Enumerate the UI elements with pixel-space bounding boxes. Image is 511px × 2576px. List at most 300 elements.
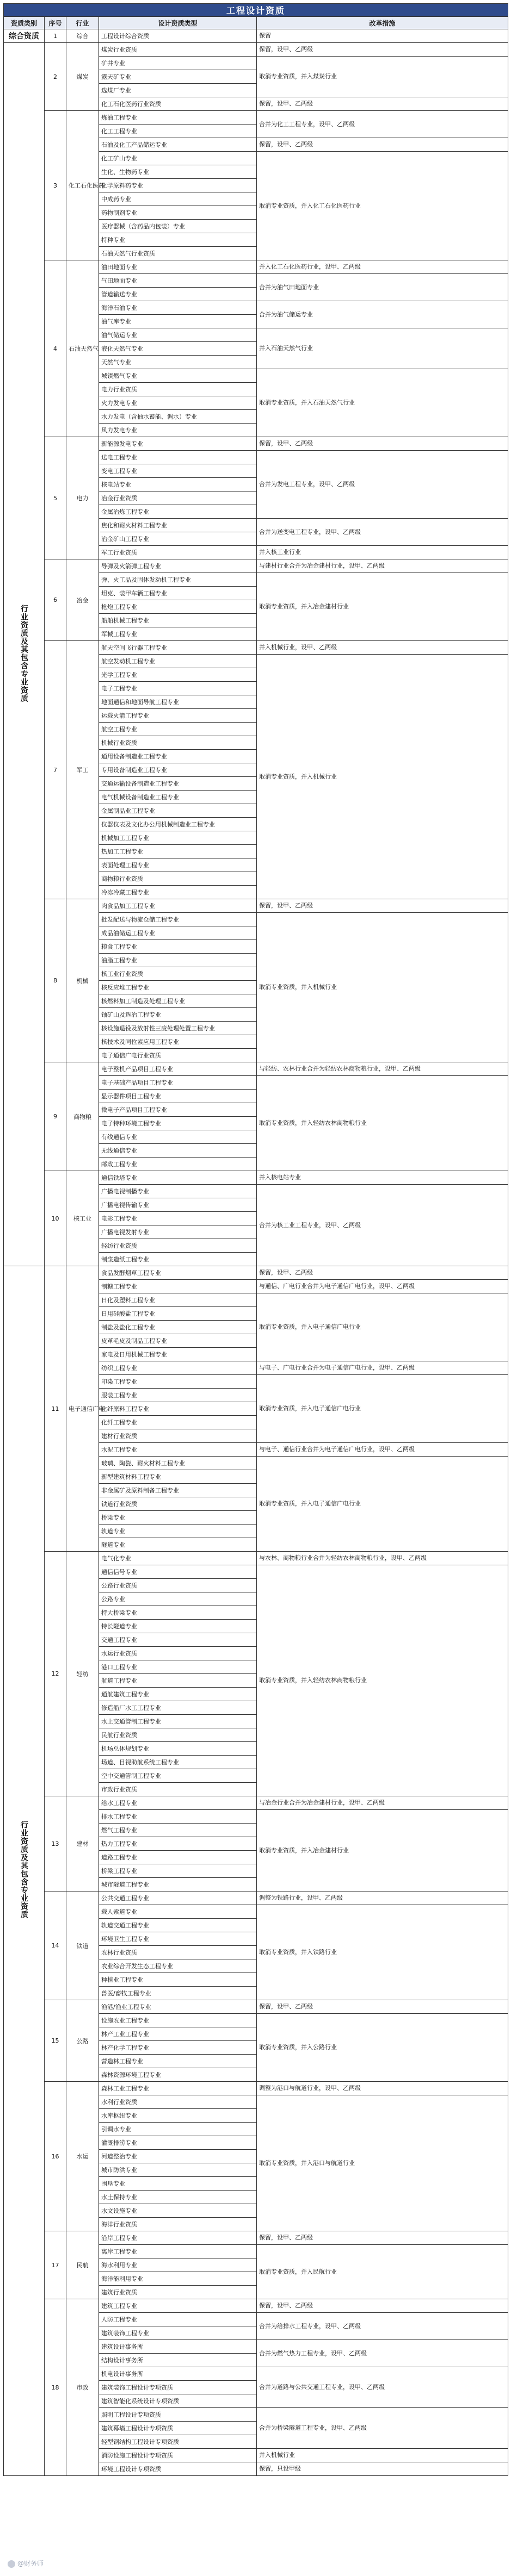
reform-note: 合并为油气储运专业 xyxy=(257,301,508,328)
qualification-type: 围垦专业 xyxy=(99,2177,257,2191)
qualification-type: 电气化专业 xyxy=(99,1552,257,1565)
qualification-type: 导弹及火箭弹工程专业 xyxy=(99,559,257,573)
reform-note: 保留，设甲、乙两级 xyxy=(257,2299,508,2313)
qualification-type: 矿井专业 xyxy=(99,57,257,70)
qualification-type: 邮政工程专业 xyxy=(99,1158,257,1171)
qualification-type: 特种专业 xyxy=(99,233,257,247)
qualification-type: 电子工程专业 xyxy=(99,682,257,695)
reform-note: 与建材行业合并为冶金建材行业，设甲、乙两级 xyxy=(257,559,508,573)
qualification-type: 石油天然气行业资质 xyxy=(99,247,257,260)
qualification-type: 气田地面专业 xyxy=(99,274,257,288)
row-number: 10 xyxy=(45,1171,66,1266)
industry-name: 水运 xyxy=(66,2082,99,2231)
qualification-type: 林产工业工程专业 xyxy=(99,2027,257,2041)
qualification-type: 天然气专业 xyxy=(99,356,257,369)
qualification-type: 建筑幕墙工程设计专项资质 xyxy=(99,2422,257,2435)
qualification-type: 管道输送专业 xyxy=(99,288,257,301)
qualification-type: 电子整机产品项目工程专业 xyxy=(99,1062,257,1076)
qualification-type: 轨道交通工程专业 xyxy=(99,1919,257,1932)
reform-note: 合并为发电工程专业，设甲、乙两级 xyxy=(257,451,508,519)
reform-note: 合并为化工工程专业，设甲、乙两级 xyxy=(257,111,508,138)
qualification-type: 广播电视传输专业 xyxy=(99,1198,257,1212)
row-number: 16 xyxy=(45,2082,66,2231)
qualification-type: 桥梁工程专业 xyxy=(99,1864,257,1878)
reform-note: 取消专业资质，并入冶金建材行业 xyxy=(257,1810,508,1891)
qualification-type: 水利行业资质 xyxy=(99,2095,257,2109)
qualification-type: 地面通信和地面导航工程专业 xyxy=(99,695,257,709)
table-row xyxy=(4,1796,508,1810)
table-row xyxy=(4,1266,508,1280)
qualification-type: 枪炮工程专业 xyxy=(99,600,257,614)
qualification-type: 林产化学工程专业 xyxy=(99,2041,257,2055)
reform-note: 取消专业资质，并入电子通信广电行业 xyxy=(257,1293,508,1361)
reform-note: 合并为桥梁隧道工程专业，设甲、乙两级 xyxy=(257,2408,508,2449)
qualification-type: 工程设计综合资质 xyxy=(99,29,257,43)
row-number: 17 xyxy=(45,2231,66,2299)
qualification-type: 热加工工程专业 xyxy=(99,845,257,858)
row-number: 14 xyxy=(45,1891,66,2000)
reform-note: 保留，设甲、乙两级 xyxy=(257,43,508,57)
qualification-type: 核燃料加工制造及处理工程专业 xyxy=(99,994,257,1008)
qualification-type: 水库枢纽专业 xyxy=(99,2109,257,2123)
table-row xyxy=(4,2000,508,2014)
industry-name: 建材 xyxy=(66,1796,99,1891)
qualification-type: 海洋能利用专业 xyxy=(99,2272,257,2286)
table-row xyxy=(4,559,508,573)
reform-note: 并入机械行业，设甲、乙两级 xyxy=(257,641,508,655)
reform-note: 合并为油气田地面专业 xyxy=(257,274,508,301)
qualification-type: 船舶机械工程专业 xyxy=(99,614,257,627)
qualification-type: 河道整治专业 xyxy=(99,2150,257,2163)
reform-note: 与电子、广电行业合并为电子通信广电行业，设甲、乙两级 xyxy=(257,1361,508,1375)
table-row xyxy=(4,1171,508,1185)
reform-note: 与轻纺、农林行业合并为轻纺农林商物粮行业，设甲、乙两级 xyxy=(257,1062,508,1076)
table-row xyxy=(4,437,508,451)
qualification-type: 油气库专业 xyxy=(99,315,257,328)
category-cell xyxy=(4,43,45,1266)
qualification-type: 仪器仪表及文化办公用机械制造业工程专业 xyxy=(99,818,257,831)
qualification-type: 肉食品加工工程专业 xyxy=(99,899,257,913)
table-row xyxy=(4,2082,508,2095)
reform-note: 取消专业资质，并入公路行业 xyxy=(257,2014,508,2082)
row-number: 1 xyxy=(45,29,66,43)
qualification-type: 化工石化医药行业资质 xyxy=(99,97,257,111)
row-number: 15 xyxy=(45,2000,66,2082)
qualification-type: 交通运输设备制造业工程专业 xyxy=(99,777,257,791)
qualification-type: 机械加工工程专业 xyxy=(99,831,257,845)
qualification-type: 海洋行业资质 xyxy=(99,2218,257,2231)
reform-note: 保留，设甲、乙两级 xyxy=(257,2000,508,2014)
qualification-type: 环境卫生工程专业 xyxy=(99,1932,257,1946)
qualification-type: 海洋石油专业 xyxy=(99,301,257,315)
table-row xyxy=(4,1062,508,1076)
qualification-type: 冶金行业资质 xyxy=(99,491,257,505)
watermark-text: @财务师 xyxy=(17,2560,44,2567)
qualification-type: 种植业工程专业 xyxy=(99,1973,257,1987)
table-row xyxy=(4,29,508,43)
qualification-type: 建筑工程专业 xyxy=(99,2299,257,2313)
qualification-type: 广播电视发射专业 xyxy=(99,1225,257,1239)
qualification-type: 电子基础产品项目工程专业 xyxy=(99,1076,257,1090)
header-reform: 改革措施 xyxy=(257,17,508,29)
row-number: 2 xyxy=(45,43,66,111)
qualification-type: 水文设施专业 xyxy=(99,2204,257,2218)
qualification-type: 航空工程专业 xyxy=(99,723,257,736)
qualification-type: 海水利用专业 xyxy=(99,2258,257,2272)
qualification-type: 家电及日用机械工程专业 xyxy=(99,1348,257,1361)
qualification-type: 通航建筑工程专业 xyxy=(99,1688,257,1701)
reform-note: 合并为燃气热力工程专业，设甲、乙两级 xyxy=(257,2340,508,2367)
qualification-type: 医疗器械（含药品内包装）专业 xyxy=(99,220,257,233)
qualification-type: 空中交通管制工程专业 xyxy=(99,1769,257,1783)
qualification-type: 纺织工程专业 xyxy=(99,1361,257,1375)
industry-name: 核工业 xyxy=(66,1171,99,1266)
reform-note: 取消专业资质，并入铁路行业 xyxy=(257,1905,508,2000)
qualification-type: 燃气工程专业 xyxy=(99,1824,257,1837)
qualification-type: 电气机械设备制造业工程专业 xyxy=(99,791,257,804)
qualification-type: 光学工程专业 xyxy=(99,668,257,682)
qualification-type: 显示器件项目工程专业 xyxy=(99,1090,257,1103)
qualification-type: 城镇燃气专业 xyxy=(99,369,257,383)
reform-note: 保留，设甲、乙两级 xyxy=(257,437,508,451)
qualification-type: 日用硅酸盐工程专业 xyxy=(99,1307,257,1321)
industry-name: 轻纺 xyxy=(66,1552,99,1796)
qualification-type: 道路工程专业 xyxy=(99,1851,257,1864)
qualification-type: 药物制剂专业 xyxy=(99,206,257,220)
qualification-type: 玻璃、陶瓷、耐火材料工程专业 xyxy=(99,1457,257,1470)
qualification-type: 建筑装饰工程专业 xyxy=(99,2326,257,2340)
industry-name: 电子通信广电 xyxy=(66,1266,99,1552)
row-number: 4 xyxy=(45,260,66,437)
table-title-row xyxy=(4,4,508,17)
qualification-type: 生化、生物药专业 xyxy=(99,165,257,179)
qualification-type: 风力发电专业 xyxy=(99,424,257,437)
qualification-type: 铁道行业资质 xyxy=(99,1497,257,1511)
qualification-type: 新型建筑材料工程专业 xyxy=(99,1470,257,1484)
table-title: 工程设计资质 xyxy=(4,4,508,17)
row-number: 5 xyxy=(45,437,66,559)
qualification-type: 载人索道专业 xyxy=(99,1905,257,1919)
qualification-type: 商物粮行业资质 xyxy=(99,872,257,886)
qualification-type: 沿岸工程专业 xyxy=(99,2231,257,2245)
category-label: 行业资质及其包含专业资质 xyxy=(20,1821,28,1919)
qualification-type: 日化及塑料工程专业 xyxy=(99,1293,257,1307)
reform-note: 与电子、通信行业合并为电子通信广电行业，设甲、乙两级 xyxy=(257,1443,508,1457)
qualification-type: 兽医/畜牧工程专业 xyxy=(99,1987,257,2000)
qualification-type: 印染工程专业 xyxy=(99,1375,257,1389)
qualification-type: 运载火箭工程专业 xyxy=(99,709,257,723)
reform-note: 取消专业资质，并入港口与航道行业 xyxy=(257,2095,508,2231)
qualification-type: 油田地面专业 xyxy=(99,260,257,274)
weibo-icon xyxy=(8,2560,15,2568)
qualification-type: 排水工程专业 xyxy=(99,1810,257,1824)
qualification-type: 炼油工程专业 xyxy=(99,111,257,125)
table-row xyxy=(4,260,508,274)
industry-name: 商物粮 xyxy=(66,1062,99,1171)
qualification-type: 水泥工程专业 xyxy=(99,1443,257,1457)
qualification-type: 冷冻冷藏工程专业 xyxy=(99,886,257,899)
qualification-type: 军工行业资质 xyxy=(99,546,257,559)
industry-name: 机械 xyxy=(66,899,99,1062)
qualification-type: 机电设计事务所 xyxy=(99,2367,257,2381)
qualification-type: 服装工程专业 xyxy=(99,1389,257,1402)
qualification-type: 热力工程专业 xyxy=(99,1837,257,1851)
qualification-type: 微电子产品项目工程专业 xyxy=(99,1103,257,1117)
qualification-type: 航道工程专业 xyxy=(99,1674,257,1688)
reform-note: 与冶金行业合并为冶金建材行业，设甲、乙两级 xyxy=(257,1796,508,1810)
table-row xyxy=(4,641,508,655)
qualification-type: 变电工程专业 xyxy=(99,464,257,478)
reform-note: 保留，设甲、乙两级 xyxy=(257,899,508,913)
reform-note: 保留 xyxy=(257,29,508,43)
qualification-type: 皮革毛皮及制品工程专业 xyxy=(99,1334,257,1348)
qualification-type: 交通工程专业 xyxy=(99,1633,257,1647)
reform-note: 取消专业资质，并入煤炭行业 xyxy=(257,57,508,97)
qualification-type: 核反应堆工程专业 xyxy=(99,981,257,994)
table-row xyxy=(4,1891,508,1905)
qualification-type: 非金属矿及原料制备工程专业 xyxy=(99,1484,257,1497)
industry-name: 民航 xyxy=(66,2231,99,2299)
reform-note: 取消专业资质，并入电子通信广电行业 xyxy=(257,1375,508,1443)
qualification-type: 无线通信专业 xyxy=(99,1144,257,1158)
reform-note: 合并为道路与公共交通工程专业，设甲、乙两级 xyxy=(257,2367,508,2408)
qualification-type: 公路专业 xyxy=(99,1592,257,1606)
header-number: 序号 xyxy=(45,17,66,29)
qualification-type: 焦化和耐火材料工程专业 xyxy=(99,519,257,532)
qualification-type: 化学原料药专业 xyxy=(99,179,257,192)
reform-note: 合并为送变电工程专业，设甲、乙两级 xyxy=(257,519,508,546)
qualification-type: 建材行业资质 xyxy=(99,1429,257,1443)
reform-note: 保留，设甲、乙两级 xyxy=(257,2231,508,2245)
qualification-type: 化工工程专业 xyxy=(99,125,257,138)
qualification-type: 公共交通工程专业 xyxy=(99,1891,257,1905)
qualification-type: 特大桥梁专业 xyxy=(99,1606,257,1620)
qualification-type: 核设施退役及放射性三废处理处置工程专业 xyxy=(99,1022,257,1035)
qualification-type: 给水工程专业 xyxy=(99,1796,257,1810)
qualification-type: 人防工程专业 xyxy=(99,2313,257,2326)
industry-name: 市政 xyxy=(66,2299,99,2476)
qualification-type: 引调水专业 xyxy=(99,2123,257,2136)
row-number: 18 xyxy=(45,2299,66,2476)
reform-note: 取消专业资质，并入民航行业 xyxy=(257,2245,508,2299)
qualification-type: 建筑装饰工程设计专项资质 xyxy=(99,2381,257,2394)
qualification-type: 灌溉排涝专业 xyxy=(99,2136,257,2150)
table-row xyxy=(4,1552,508,1565)
qualification-type: 农业综合开发生态工程专业 xyxy=(99,1959,257,1973)
category-label: 行业资质及其包含专业资质 xyxy=(20,604,28,702)
qualification-type: 特长隧道专业 xyxy=(99,1620,257,1633)
qualification-type: 化工矿山专业 xyxy=(99,152,257,165)
qualification-type: 专用设备制造业工程专业 xyxy=(99,763,257,777)
qualification-type: 公路行业资质 xyxy=(99,1579,257,1592)
qualification-type: 油脂工程专业 xyxy=(99,954,257,967)
qualification-type: 电子通信广电行业资质 xyxy=(99,1049,257,1062)
qualification-type: 煤炭行业资质 xyxy=(99,43,257,57)
qualification-type: 水上交通管制工程专业 xyxy=(99,1715,257,1728)
table-body xyxy=(4,29,508,2476)
reform-note: 合并为给排水工程专业，设甲、乙两级 xyxy=(257,2313,508,2340)
qualification-type: 轻型钢结构工程设计专项资质 xyxy=(99,2435,257,2449)
reform-note: 合并为核工业工程专业，设甲、乙两级 xyxy=(257,1185,508,1266)
qualification-type: 表面处理工程专业 xyxy=(99,858,257,872)
qualification-type: 森林工业工程专业 xyxy=(99,2082,257,2095)
table-row xyxy=(4,2299,508,2313)
qualification-type: 通用设备制造业工程专业 xyxy=(99,750,257,763)
reform-note: 并入核电站专业 xyxy=(257,1171,508,1185)
qualification-type: 化纤原料工程专业 xyxy=(99,1402,257,1416)
row-number: 3 xyxy=(45,111,66,260)
header-industry: 行业 xyxy=(66,17,99,29)
qualification-type: 电影工程专业 xyxy=(99,1212,257,1225)
qualification-type: 有线通信专业 xyxy=(99,1130,257,1144)
industry-name: 冶金 xyxy=(66,559,99,641)
qualification-type: 核工业行业资质 xyxy=(99,967,257,981)
qualification-type: 粮食工程专业 xyxy=(99,940,257,954)
qualification-type: 液化天然气专业 xyxy=(99,342,257,356)
row-number: 7 xyxy=(45,641,66,899)
reform-note: 取消专业资质，并入电子通信广电行业 xyxy=(257,1457,508,1552)
qualification-type: 营造林工程专业 xyxy=(99,2055,257,2068)
qualification-type: 露天矿专业 xyxy=(99,70,257,84)
qualification-type: 设施农业工程专业 xyxy=(99,2014,257,2027)
reform-note: 取消专业资质，并入冶金建材行业 xyxy=(257,573,508,641)
reform-note: 保留，只设甲级 xyxy=(257,2462,508,2476)
table-row xyxy=(4,899,508,913)
qualification-type: 港口工程专业 xyxy=(99,1660,257,1674)
reform-note: 取消专业资质，并入机械行业 xyxy=(257,655,508,899)
reform-note: 并入石油天然气行业 xyxy=(257,328,508,369)
qualification-type: 批发配送与物流仓储工程专业 xyxy=(99,913,257,926)
qualification-type: 桥梁专业 xyxy=(99,1511,257,1525)
qualification-type: 建筑智能化系统设计专项资质 xyxy=(99,2394,257,2408)
qualification-type: 核技术及同位素应用工程专业 xyxy=(99,1035,257,1049)
reform-note: 并入核工业行业 xyxy=(257,546,508,559)
qualification-type: 农林行业资质 xyxy=(99,1946,257,1959)
industry-name: 化工石化医药 xyxy=(66,111,99,260)
qualification-type: 坦克、装甲车辆工程专业 xyxy=(99,587,257,600)
row-number: 12 xyxy=(45,1552,66,1796)
qualification-type: 渔港/渔业工程专业 xyxy=(99,2000,257,2014)
qualification-type: 通信铁塔专业 xyxy=(99,1171,257,1185)
qualification-type: 隧道专业 xyxy=(99,1538,257,1552)
qualification-type: 场道、目视助航系统工程专业 xyxy=(99,1756,257,1769)
industry-name: 石油天然气 xyxy=(66,260,99,437)
qualification-type: 化纤工程专业 xyxy=(99,1416,257,1429)
qualification-type: 轻纺行业资质 xyxy=(99,1239,257,1253)
qualification-type: 轨道专业 xyxy=(99,1525,257,1538)
qualification-type: 水运行业资质 xyxy=(99,1647,257,1660)
table-row xyxy=(4,43,508,57)
qualification-type: 食品发酵烟草工程专业 xyxy=(99,1266,257,1280)
qualification-type: 广播电视制播专业 xyxy=(99,1185,257,1198)
qualification-type: 城市隧道工程专业 xyxy=(99,1878,257,1891)
qualification-type: 制糖工程专业 xyxy=(99,1280,257,1293)
qualification-type: 水力发电（含抽水蓄能、调水）专业 xyxy=(99,410,257,424)
qualification-type: 修造船厂水工工程专业 xyxy=(99,1701,257,1715)
industry-name: 综合 xyxy=(66,29,99,43)
reform-note: 保留，设甲、乙两级 xyxy=(257,97,508,111)
reform-note: 调整为铁路行业，设甲、乙两级 xyxy=(257,1891,508,1905)
industry-name: 铁道 xyxy=(66,1891,99,2000)
qualification-type: 核电站专业 xyxy=(99,478,257,491)
reform-note: 调整为港口与航道行业，设甲、乙两级 xyxy=(257,2082,508,2095)
row-number: 8 xyxy=(45,899,66,1062)
qualification-type: 金属制品业工程专业 xyxy=(99,804,257,818)
category-cell xyxy=(4,1266,45,2476)
row-number: 9 xyxy=(45,1062,66,1171)
qualification-type: 电子特种环境工程专业 xyxy=(99,1117,257,1130)
qualification-type: 机场总体规划专业 xyxy=(99,1742,257,1756)
qualification-type: 弹、火工品及固体发动机工程专业 xyxy=(99,573,257,587)
qualification-type: 离岸工程专业 xyxy=(99,2245,257,2258)
reform-note: 保留，设甲、乙两级 xyxy=(257,1266,508,1280)
qualification-type: 制浆造纸工程专业 xyxy=(99,1253,257,1266)
qualification-type: 消防设施工程设计专项资质 xyxy=(99,2449,257,2462)
reform-note: 保留，设甲、乙两级 xyxy=(257,138,508,152)
qualification-type: 通信信号专业 xyxy=(99,1565,257,1579)
reform-note: 与通信、广电行业合并为电子通信广电行业，设甲、乙两级 xyxy=(257,1280,508,1293)
qualification-type: 建筑设计事务所 xyxy=(99,2340,257,2354)
qualification-type: 航空发动机工程专业 xyxy=(99,655,257,668)
category-label: 综合资质 xyxy=(9,32,39,41)
header-category: 资质类别 xyxy=(4,17,45,29)
qualification-type: 新能源发电专业 xyxy=(99,437,257,451)
qualification-type: 建筑行业资质 xyxy=(99,2286,257,2299)
qualification-type: 冶金矿山工程专业 xyxy=(99,532,257,546)
row-number: 13 xyxy=(45,1796,66,1891)
reform-note: 取消专业资质，并入化工石化医药行业 xyxy=(257,152,508,260)
watermark xyxy=(8,2559,44,2568)
qualification-type: 照明工程设计专项资质 xyxy=(99,2408,257,2422)
qualification-type: 铀矿山及选冶工程专业 xyxy=(99,1008,257,1022)
table-row xyxy=(4,2231,508,2245)
qualification-type: 火力发电专业 xyxy=(99,396,257,410)
qualification-type: 环境工程设计专项资质 xyxy=(99,2462,257,2476)
qualification-type: 选煤厂专业 xyxy=(99,84,257,97)
industry-name: 电力 xyxy=(66,437,99,559)
table-row xyxy=(4,111,508,125)
qualification-type: 油气储运专业 xyxy=(99,328,257,342)
reform-note: 取消专业资质，并入轻纺农林商物粮行业 xyxy=(257,1565,508,1796)
qualification-type: 成品油储运工程专业 xyxy=(99,926,257,940)
qualification-type: 金属冶炼工程专业 xyxy=(99,505,257,519)
qualification-type: 民航行业资质 xyxy=(99,1728,257,1742)
industry-name: 公路 xyxy=(66,2000,99,2082)
qualification-type: 结构设计事务所 xyxy=(99,2354,257,2367)
reform-note: 取消专业资质，并入石油天然气行业 xyxy=(257,369,508,437)
category-cell xyxy=(4,29,45,43)
qualification-type: 市政行业资质 xyxy=(99,1783,257,1796)
qualification-type: 森林资源环境工程专业 xyxy=(99,2068,257,2082)
header-type: 设计资质类型 xyxy=(99,17,257,29)
qualification-type: 机械行业资质 xyxy=(99,736,257,750)
reform-note: 与农林、商物粮行业合并为轻纺农林商物粮行业，设甲、乙两级 xyxy=(257,1552,508,1565)
reform-note: 并入化工石化医药行业，设甲、乙两级 xyxy=(257,260,508,274)
qualification-type: 电力行业资质 xyxy=(99,383,257,396)
reform-note: 并入机械行业 xyxy=(257,2449,508,2462)
row-number: 11 xyxy=(45,1266,66,1552)
qualification-type: 石油及化工产品储运专业 xyxy=(99,138,257,152)
row-number: 6 xyxy=(45,559,66,641)
qualification-table xyxy=(3,3,508,2476)
qualification-type: 城市防洪专业 xyxy=(99,2163,257,2177)
reform-note: 取消专业资质，并入轻纺农林商物粮行业 xyxy=(257,1076,508,1171)
qualification-type: 制盐及盐化工程专业 xyxy=(99,1321,257,1334)
qualification-type: 送电工程专业 xyxy=(99,451,257,464)
industry-name: 煤炭 xyxy=(66,43,99,111)
qualification-type: 航天空间飞行器工程专业 xyxy=(99,641,257,655)
qualification-type: 军械工程专业 xyxy=(99,627,257,641)
